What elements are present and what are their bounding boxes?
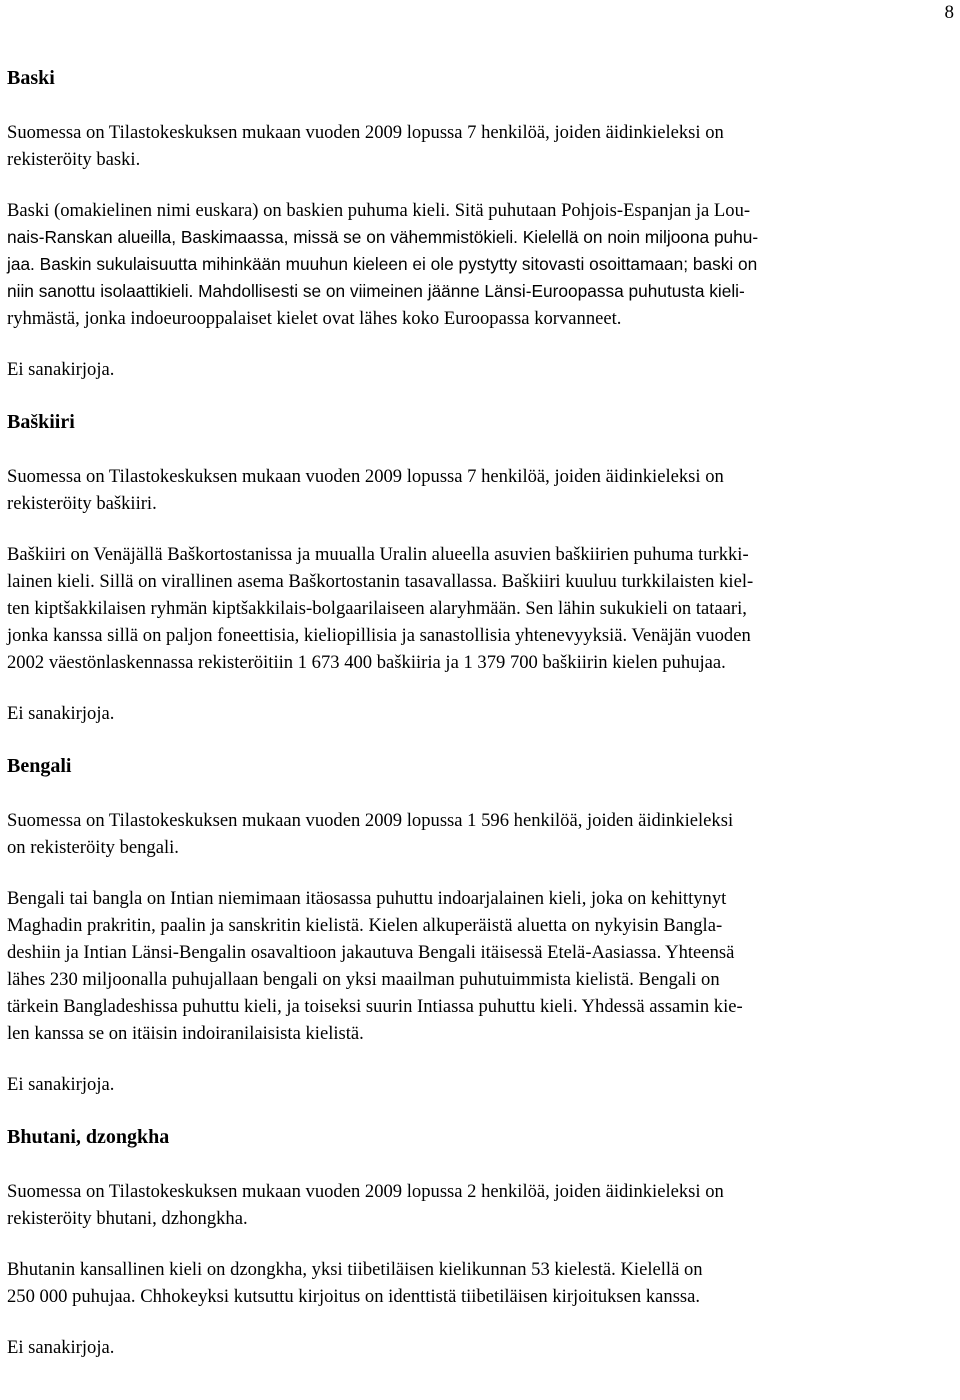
text-line: Maghadin prakritin, paalin ja sanskritin kielistä. Kielen alkuperäistä aluetta on nykyisin Bangla-	[7, 915, 723, 936]
text-line: nais-Ranskan alueilla, Baskimaassa, missä se on vähemmistökieli. Kielellä on noin miljoona puhu-	[7, 227, 759, 247]
description-paragraph	[7, 885, 953, 1047]
section-bengali	[7, 754, 953, 1098]
description-paragraph	[7, 1256, 953, 1310]
text-line: Suomessa on Tilastokeskuksen mukaan vuoden 2009 lopussa 2 henkilöä, joiden äidinkieleksi on	[7, 1181, 724, 1202]
text-line: jonka kanssa sillä on paljon foneettisia, kieliopillisia ja sanastollisia yhtenevyyksiä. Venäjän vuoden	[7, 625, 751, 646]
no-dictionaries-note: Ei sanakirjoja.	[7, 1337, 115, 1358]
text-line: lainen kieli. Sillä on virallinen asema Baškortostanin tasavallassa. Baškiiri kuuluu turkkilaisten kiel-	[7, 571, 754, 592]
text-line: Baski (omakielinen nimi euskara) on baskien puhuma kieli. Sitä puhutaan Pohjois-Espanjan ja Lou-	[7, 200, 751, 221]
text-line: Baškiiri on Venäjällä Baškortostanissa ja muualla Uralin alueella asuvien baškiirien puhuma turkki-	[7, 544, 749, 565]
text-line: len kanssa se on itäisin indoiranilaisista kielistä.	[7, 1023, 364, 1044]
document-body	[7, 66, 953, 1388]
text-line: Bengali tai bangla on Intian niemimaan itäosassa puhuttu indoarjalainen kieli, joka on kehittynyt	[7, 888, 727, 909]
text-line: rekisteröity baski.	[7, 149, 141, 170]
statistics-paragraph	[7, 807, 953, 861]
section-title: Baškiiri	[7, 411, 75, 433]
text-line: rekisteröity baškiiri.	[7, 493, 157, 514]
section-title: Bengali	[7, 755, 72, 777]
section-title: Baski	[7, 67, 55, 89]
text-line: rekisteröity bhutani, dzhongkha.	[7, 1208, 248, 1229]
text-line: 2002 väestönlaskennassa rekisteröitiin 1 673 400 baškiiria ja 1 379 700 baškiirin kielen puhujaa.	[7, 652, 726, 673]
text-line: jaa. Baskin sukulaisuutta mihinkään muuhun kieleen ei ole pystytty sitovasti osoittamaan; baski on	[7, 254, 758, 274]
statistics-paragraph	[7, 463, 953, 517]
text-line: niin sanottu isolaattikieli. Mahdollisesti se on viimeinen jäänne Länsi-Euroopassa puhutusta kieli-	[7, 281, 745, 301]
no-dictionaries-note: Ei sanakirjoja.	[7, 359, 115, 380]
text-line: ten kiptšakkilaisen ryhmän kiptšakkilais-bolgaarilaiseen alaryhmään. Sen lähin sukukieli on tataari,	[7, 598, 747, 619]
text-line: ryhmästä, jonka indoeurooppalaiset kielet ovat lähes koko Euroopassa korvanneet.	[7, 308, 622, 329]
text-line: deshiin ja Intian Länsi-Bengalin osavaltioon jakautuva Bengali itäisessä Etelä-Aasiassa. Yhteensä	[7, 942, 735, 963]
statistics-paragraph	[7, 119, 953, 173]
text-line: Suomessa on Tilastokeskuksen mukaan vuoden 2009 lopussa 7 henkilöä, joiden äidinkieleksi on	[7, 122, 724, 143]
text-line: tärkein Bangladeshissa puhuttu kieli, ja toiseksi suurin Intiassa puhuttu kieli. Yhdessä assamin kie-	[7, 996, 743, 1017]
text-line: Suomessa on Tilastokeskuksen mukaan vuoden 2009 lopussa 1 596 henkilöä, joiden äidinkieleksi	[7, 810, 734, 831]
text-line: 250 000 puhujaa. Chhokeyksi kutsuttu kirjoitus on identtistä tiibetiläisen kirjoituksen kanssa.	[7, 1286, 701, 1307]
text-line: Bhutanin kansallinen kieli on dzongkha, yksi tiibetiläisen kielikunnan 53 kielestä. Kielellä on	[7, 1259, 703, 1280]
no-dictionaries-note: Ei sanakirjoja.	[7, 1074, 115, 1095]
section-title: Bhutani, dzongkha	[7, 1126, 170, 1148]
text-line: on rekisteröity bengali.	[7, 837, 179, 858]
statistics-paragraph	[7, 1178, 953, 1232]
page-number: 8	[944, 2, 954, 23]
section-baskiiri	[7, 410, 953, 727]
description-paragraph	[7, 197, 953, 332]
section-bhutani	[7, 1125, 953, 1361]
no-dictionaries-note: Ei sanakirjoja.	[7, 703, 115, 724]
section-baski	[7, 66, 953, 383]
text-line: Suomessa on Tilastokeskuksen mukaan vuoden 2009 lopussa 7 henkilöä, joiden äidinkieleksi on	[7, 466, 724, 487]
description-paragraph	[7, 541, 953, 676]
text-line: lähes 230 miljoonalla puhujallaan bengali on yksi maailman puhutuimmista kielistä. Bengali on	[7, 969, 720, 990]
